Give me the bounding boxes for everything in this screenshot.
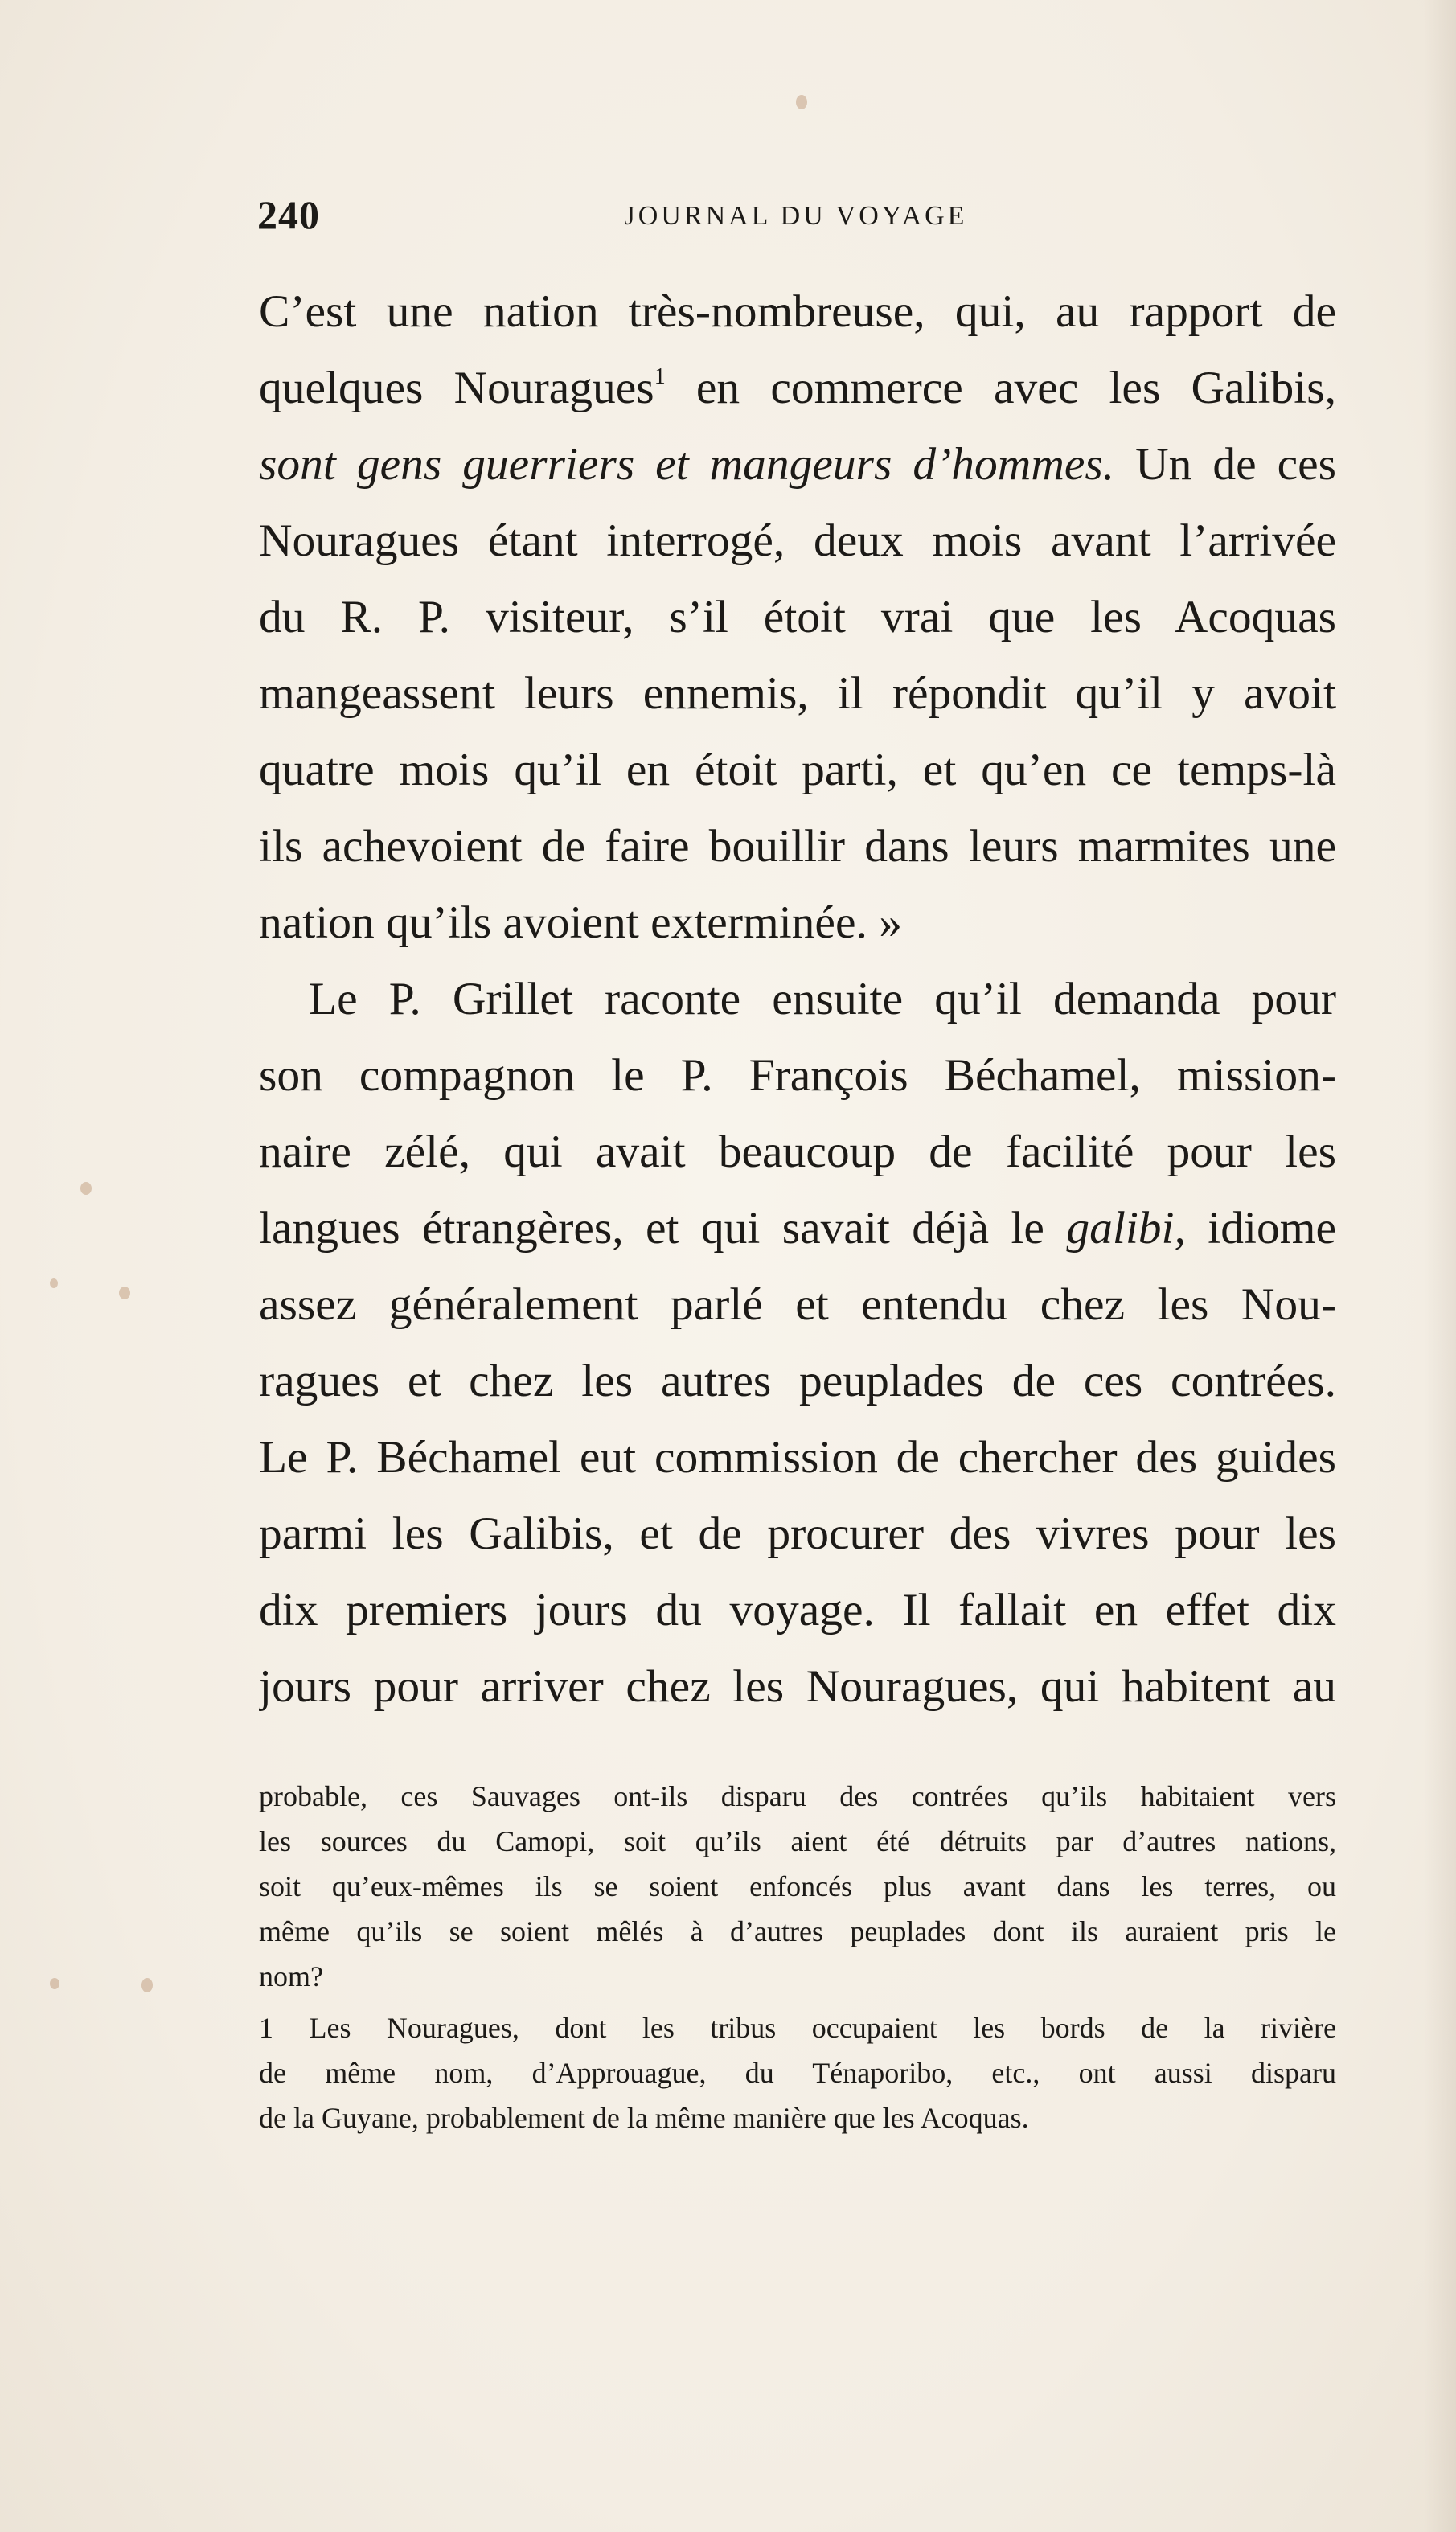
text-line: [259, 1190, 1336, 1266]
text-segment: Un de ces: [1135, 439, 1336, 490]
paper-speck: [141, 1978, 153, 1992]
footnote-line: même qu’ils se soient mêlés à d’autres peuplades dont ils auraient pris le: [259, 1915, 1336, 1947]
text-line: ils achevoient de faire bouillir dans leurs marmites une: [259, 821, 1336, 872]
text-line: parmi les Galibis, et de procurer des vivres pour les: [259, 1508, 1336, 1559]
text-line: Le P. Béchamel eut commission de chercher des guides: [259, 1432, 1336, 1483]
footnote-line: 1 Les Nouragues, dont les tribus occupaient les bords de la rivière: [259, 2012, 1336, 2044]
text-line: dix premiers jours du voyage. Il fallait en effet dix: [259, 1585, 1336, 1635]
body-text: [259, 273, 1336, 1725]
footnote-line: nom?: [259, 1960, 323, 1992]
text-segment: langues étrangères, et qui savait déjà le: [259, 1203, 1044, 1254]
text-line: jours pour arriver chez les Nouragues, qui habitent au: [259, 1661, 1336, 1712]
footnote-marker: 1: [654, 364, 666, 389]
italic-word: galibi,: [1066, 1203, 1186, 1254]
text-line: du R. P. visiteur, s’il étoit vrai que les Acoquas: [259, 592, 1336, 642]
paper-speck: [80, 1182, 92, 1195]
text-segment: quelques Nouragues: [259, 363, 654, 413]
text-line: naire zélé, qui avait beaucoup de facilité pour les: [259, 1126, 1336, 1177]
paper-speck: [119, 1287, 130, 1299]
text-line: Nouragues étant interrogé, deux mois avant l’arrivée: [259, 515, 1336, 566]
text-segment: idiome: [1208, 1203, 1336, 1254]
text-line: ragues et chez les autres peuplades de ces contrées.: [259, 1356, 1336, 1406]
footnote-line: probable, ces Sauvages ont-ils disparu des contrées qu’ils habitaient vers: [259, 1780, 1336, 1812]
footnote-line: les sources du Camopi, soit qu’ils aient été détruits par d’autres nations,: [259, 1825, 1336, 1857]
footnote-line: de même nom, d’Approuague, du Ténaporibo, etc., ont aussi disparu: [259, 2057, 1336, 2089]
page-header: [257, 191, 1335, 248]
text-line: Le P. Grillet raconte ensuite qu’il demanda pour: [309, 974, 1336, 1024]
text-line: son compagnon le P. François Béchamel, mission-: [259, 1050, 1336, 1101]
text-line: mangeassent leurs ennemis, il répondit qu’il y avoit: [259, 668, 1336, 719]
page-number: 240: [257, 192, 320, 237]
paper-speck: [796, 95, 807, 109]
italic-phrase: sont gens guerriers et mangeurs d’hommes.: [259, 439, 1115, 490]
paper-speck: [50, 1278, 58, 1288]
text-line: C’est une nation très-nombreuse, qui, au rapport de: [259, 286, 1336, 337]
footnote-line: de la Guyane, probablement de la même manière que les Acoquas.: [259, 2102, 1029, 2134]
footnote-gap: [259, 1999, 1336, 2005]
text-line: [259, 426, 1336, 503]
page-edge-shadow: [1424, 0, 1456, 2532]
paper-speck: [50, 1978, 59, 1989]
footnote-line: soit qu’eux-mêmes ils se soient enfoncés plus avant dans les terres, ou: [259, 1870, 1336, 1902]
footnotes: [259, 1774, 1336, 2140]
text-line: quatre mois qu’il en étoit parti, et qu’en ce temps-là: [259, 745, 1336, 795]
running-title: JOURNAL DU VOYAGE: [624, 201, 968, 231]
text-segment: en commerce avec les Galibis,: [695, 363, 1336, 413]
text-line: [259, 350, 1336, 426]
text-line: assez généralement parlé et entendu chez les Nou-: [259, 1279, 1336, 1330]
text-line: nation qu’ils avoient exterminée. »: [259, 897, 902, 948]
